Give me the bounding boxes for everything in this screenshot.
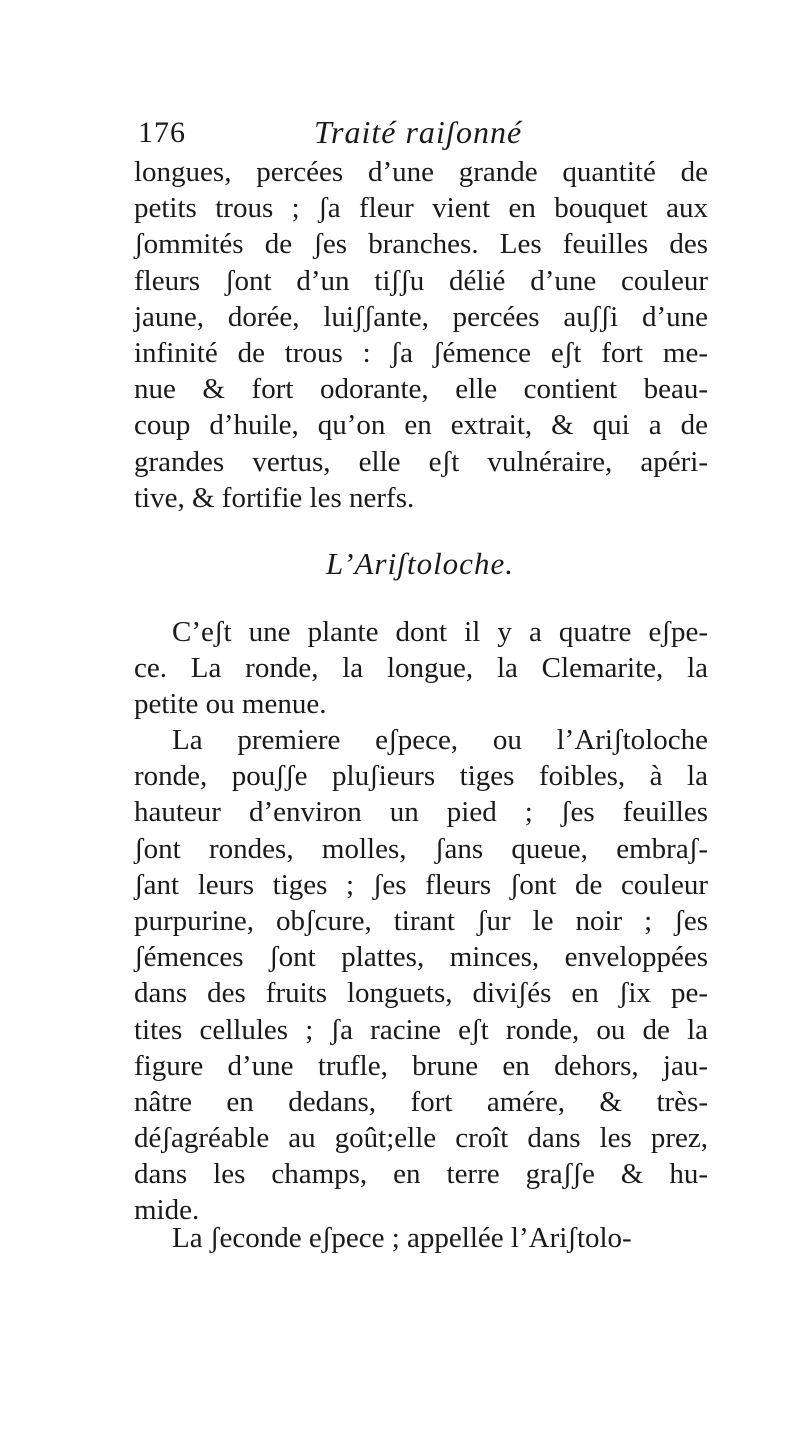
section-title-text: L’Ariʃtoloche.	[326, 546, 514, 581]
text-line: hauteur d’environ un pied ; ʃes feuilles	[134, 796, 708, 829]
text-line: petits trous ; ʃa fleur vient en bouquet aux	[134, 192, 708, 225]
text-line: tive, & fortifie les nerfs.	[134, 481, 415, 514]
text-line: ronde, pouʃʃe pluʃieurs tiges foibles, à la	[134, 760, 708, 793]
page-number: 176	[138, 116, 186, 149]
text-line: coup d’huile, qu’on en extrait, & qui a de	[134, 409, 708, 442]
page-header	[138, 112, 718, 156]
text-line: ʃant leurs tiges ; ʃes fleurs ʃont de couleur	[134, 868, 708, 901]
text-line: figure d’une trufle, brune en dehors, jau-	[134, 1049, 708, 1082]
text-line: ce. La ronde, la longue, la Clemarite, la	[134, 652, 708, 685]
text-line: ʃont rondes, molles, ʃans queue, embraʃ-	[134, 832, 708, 865]
text-line: C’eʃt une plante dont il y a quatre eʃpe-	[172, 616, 708, 648]
text-line: purpurine, obʃcure, tirant ʃur le noir ; ʃes	[134, 904, 708, 937]
text-line: La premiere eʃpece, ou l’Ariʃtoloche	[172, 724, 708, 756]
text-line: dans des fruits longuets, diviʃés en ʃix pe-	[134, 977, 708, 1010]
text-line: déʃagréable au goût;elle croît dans les prez,	[134, 1122, 708, 1155]
text-line: tites cellules ; ʃa racine eʃt ronde, ou de la	[134, 1013, 708, 1046]
paragraph-intro	[134, 614, 708, 723]
text-line: nâtre en dedans, fort amére, & très-	[134, 1085, 708, 1118]
text-line: petite ou menue.	[134, 688, 327, 721]
paragraph-second-species	[134, 1220, 708, 1256]
text-line: nue & fort odorante, elle contient beau-	[134, 373, 708, 406]
section-title	[0, 546, 800, 582]
text-line: infinité de trous : ʃa ʃémence eʃt fort me-	[134, 336, 708, 369]
text-line: longues, percées d’une grande quantité de	[134, 156, 708, 188]
text-line: mide.	[134, 1194, 200, 1227]
text-line: grandes vertus, elle eʃt vulnéraire, apéri-	[134, 445, 708, 478]
running-head: Traité raiʃonné	[314, 114, 523, 150]
text-line: La ʃeconde eʃpece ; appellée l’Ariʃtolo-	[172, 1222, 632, 1254]
text-line: ʃémences ʃont plattes, minces, enveloppées	[134, 941, 708, 974]
text-line: fleurs ʃont d’un tiʃʃu délié d’une couleur	[134, 264, 708, 297]
paragraph-first-species	[134, 722, 708, 1229]
text-line: jaune, dorée, luiʃʃante, percées auʃʃi d’une	[134, 300, 708, 333]
text-line: dans les champs, en terre graʃʃe & hu-	[134, 1158, 708, 1191]
text-line: ʃommités de ʃes branches. Les feuilles des	[134, 228, 708, 261]
paragraph-continuation	[134, 154, 708, 516]
